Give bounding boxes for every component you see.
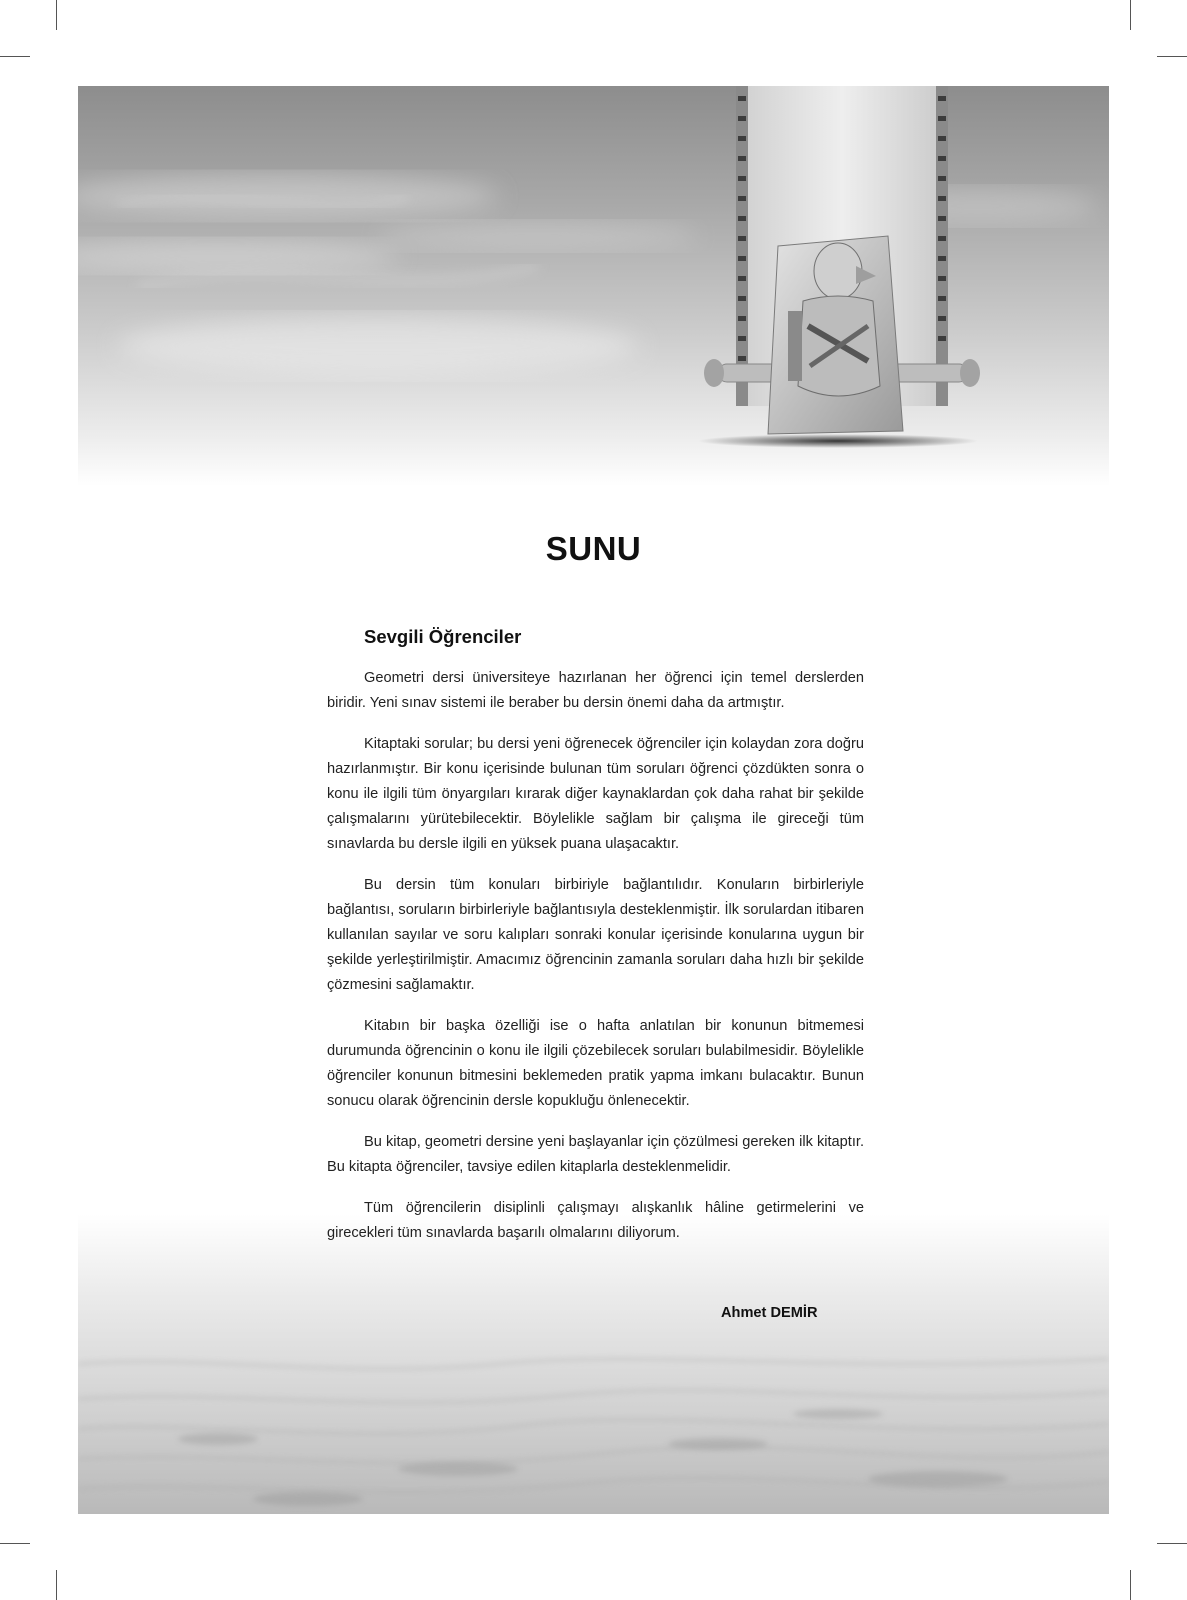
crop-mark bbox=[0, 1543, 30, 1544]
paragraph: Kitabın bir başka özelliği ise o hafta anlatılan bir konunun bitmemesi durumunda öğrencinin o konu ile ilgili çözebilecek soruları bulabilmesidir. Böylelikle öğrenciler konunun bitmesini beklemeden pratik yapma imkanı bulacaktır. Bunun sonucu olarak öğrencinin dersle kopukluğu önlenecektir. bbox=[327, 1018, 864, 1109]
paragraph: Tüm öğrencilerin disiplinli çalışmayı alışkanlık hâline getirmelerini ve girecekleri tüm sınavlarda başarılı olmalarını diliyorum. bbox=[327, 1200, 864, 1241]
crop-mark bbox=[1157, 56, 1187, 57]
greeting-heading: Sevgili Öğrenciler bbox=[364, 626, 522, 647]
paragraph: Bu dersin tüm konuları birbiriyle bağlantılıdır. Konuların birbirleriyle bağlantısı, soruların birbirleriyle bağlantısıyla desteklenmiştir. İlk sorulardan itibaren kullanılan sayılar ve soru kalıpları sonraki konular içerisinde konularına uygun bir şekilde yerleştirilmiştir. Amacımız öğrencinin zamanla soruları daha hızlı bir şekilde çözmesini sağlamaktır. bbox=[327, 877, 864, 993]
paragraph: Bu kitap, geometri dersine yeni başlayanlar için çözülmesi gereken ilk kitaptır. Bu kitapta öğrenciler, tavsiye edilen kitaplarla desteklenmelidir. bbox=[327, 1134, 864, 1175]
scroll-statue-illustration bbox=[698, 86, 1058, 481]
crop-mark bbox=[56, 0, 57, 30]
crop-mark bbox=[56, 1570, 57, 1600]
crop-mark bbox=[1130, 0, 1131, 30]
author-signature: Ahmet DEMİR bbox=[721, 1305, 818, 1321]
page-title: SUNU bbox=[545, 530, 642, 567]
crop-mark bbox=[1157, 1543, 1187, 1544]
crop-mark bbox=[1130, 1570, 1131, 1600]
crop-mark bbox=[0, 56, 30, 57]
paragraph: Geometri dersi üniversiteye hazırlanan her öğrenci için temel derslerden biridir. Yeni sınav sistemi ile beraber bu dersin önemi daha da artmıştır. bbox=[327, 670, 864, 711]
foreword-body bbox=[327, 626, 864, 1262]
paragraph: Kitaptaki sorular; bu dersi yeni öğrenecek öğrenciler için kolaydan zora doğru hazırlanmıştır. Bir konu içerisinde bulunan tüm soruları öğrenci çözdükten sonra o konu ile ilgili tüm önyargıları kırarak diğer kaynaklardan çok daha rahat bir şekilde çalışmalarını yürütebilecektir. Böylelikle sağlam bir çalışma ile gireceği tüm sınavlarda bu dersle ilgili en yüksek puana ulaşacaktır. bbox=[327, 736, 864, 852]
